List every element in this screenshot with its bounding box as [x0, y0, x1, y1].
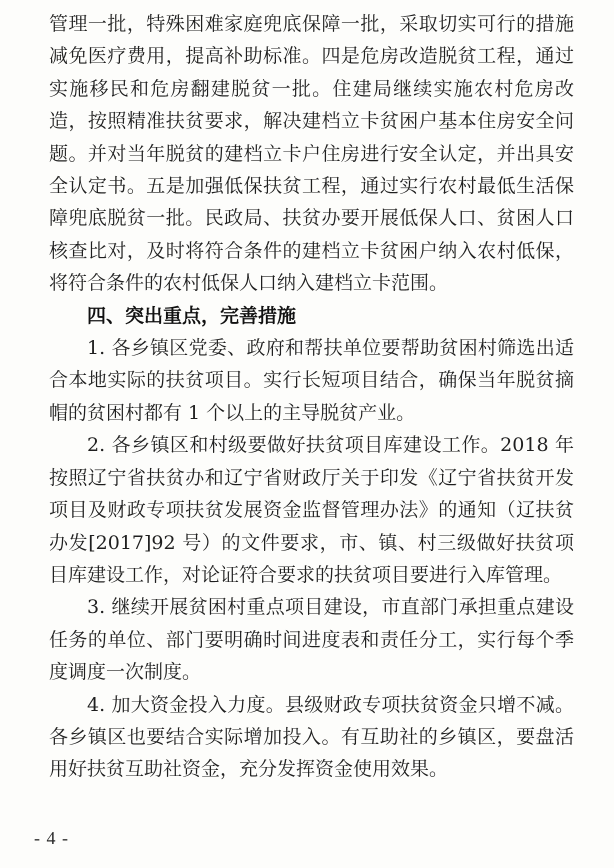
document-body [49, 8, 574, 786]
paragraph-continuation: 管理一批，特殊困难家庭兜底保障一批，采取切实可行的措施减免医疗费用，提高补助标准。四是危房改造脱贫工程，通过实施移民和危房翻建脱贫一批。住建局继续实施农村危房改造，按照精准扶贫要求，解决建档立卡贫困户基本住房安全问题。并对当年脱贫的建档立卡户住房进行安全认定，并出具安全认定书。五是加强低保扶贫工程，通过实行农村最低生活保障兜底脱贫一批。民政局、扶贫办要开展低保人口、贫困人口核查比对，及时将符合条件的建档立卡贫困户纳入农村低保，将符合条件的农村低保人口纳入建档立卡范围。 [49, 13, 574, 295]
page-number: - 4 - [34, 828, 69, 848]
section-heading: 四、突出重点，完善措施 [87, 304, 297, 327]
paragraph-item-3: 3. 继续开展贫困村重点项目建设，市直部门承担重点建设任务的单位、部门要明确时间进度表和责任分工，实行每个季度调度一次制度。 [49, 596, 574, 684]
paragraph-item-4: 4. 加大资金投入力度。县级财政专项扶贫资金只增不减。各乡镇区也要结合实际增加投入。有互助社的乡镇区，要盘活用好扶贫互助社资金，充分发挥资金使用效果。 [49, 693, 574, 781]
paragraph-item-1: 1. 各乡镇区党委、政府和帮扶单位要帮助贫困村筛选出适合本地实际的扶贫项目。实行长短项目结合，确保当年脱贫摘帽的贫困村都有 1 个以上的主导脱贫产业。 [49, 337, 574, 424]
paragraph-item-2: 2. 各乡镇区和村级要做好扶贫项目库建设工作。2018 年按照辽宁省扶贫办和辽宁省财政厅关于印发《辽宁省扶贫开发项目及财政专项扶贫发展资金监督管理办法》的通知（辽扶贫办发[2017]92 号）的文件要求，市、镇、村三级做好扶贫项目库建设工作，对论证符合要求的扶贫项目要进行入库管理。 [49, 434, 574, 586]
